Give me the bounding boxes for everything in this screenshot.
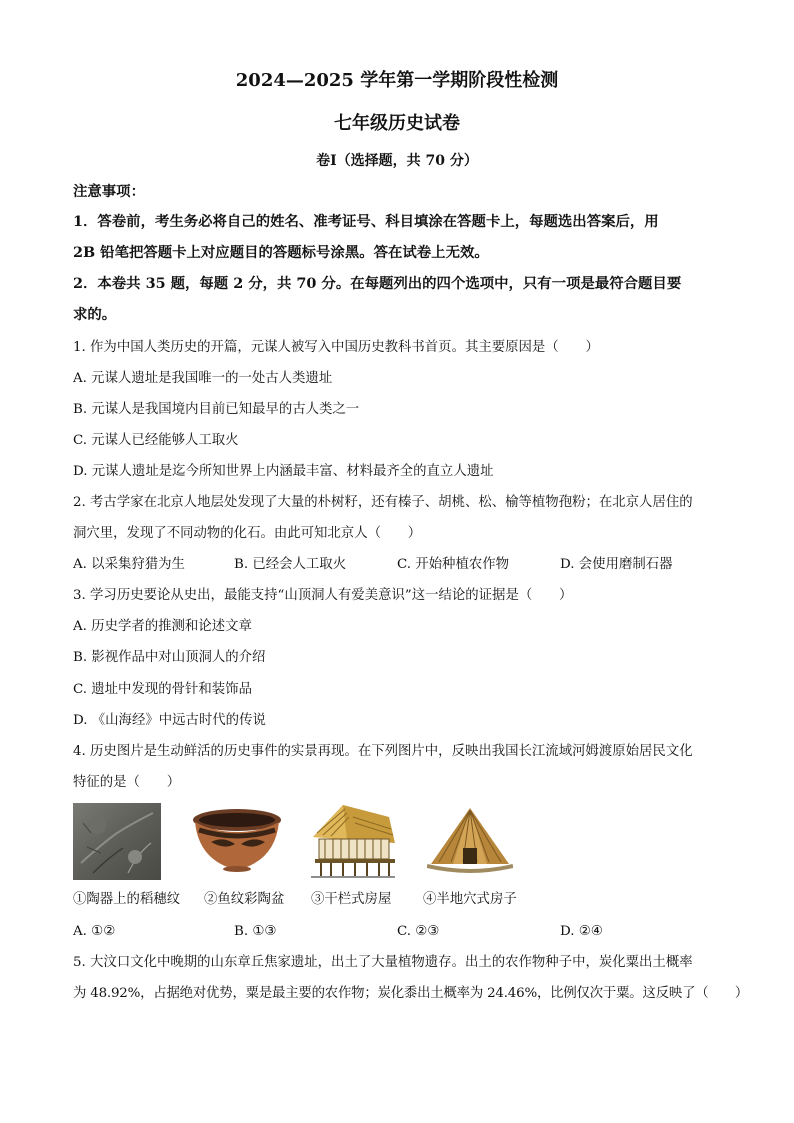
q3-option-d: D. 《山海经》中远古时代的传说 (73, 713, 266, 728)
q3-option-c: C. 遗址中发现的骨针和装饰品 (73, 682, 252, 697)
q2-stem-line-2: 洞穴里，发现了不同动物的化石。由此可知北京人（ ） (73, 526, 422, 541)
section-title: 卷Ⅰ（选择题，共 70 分） (316, 153, 478, 169)
note-1-line-2: 2B 铅笔把答题卡上对应题目的答题标号涂黑。答在试卷上无效。 (73, 244, 489, 261)
rice-pattern-pottery-image (73, 803, 161, 880)
note-1-line-1: 1．答卷前，考生务必将自己的姓名、准考证号、科目填涂在答题卡上，每题选出答案后，用 (73, 213, 659, 230)
q5-stem-line-1: 5. 大汶口文化中晚期的山东章丘焦家遗址，出土了大量植物遗存。出土的农作物种子中，炭化粟出土概率 (73, 955, 693, 970)
q2-option-d: D. 会使用磨制石器 (560, 557, 673, 572)
q4-caption-4: ④半地穴式房子 (423, 892, 517, 907)
q3-stem: 3. 学习历史要论从史出，最能支持“山顶洞人有爱美意识”这一结论的证据是（ ） (73, 588, 573, 603)
q4-stem-line-1: 4. 历史图片是生动鲜活的历史事件的实景再现。在下列图片中，反映出我国长江流域河姆渡原始居民文化 (73, 744, 693, 759)
note-2-line-2: 求的。 (73, 306, 117, 323)
note-2-line-1: 2．本卷共 35 题，每题 2 分，共 70 分。在每题列出的四个选项中，只有一项是最符合题目要 (73, 275, 682, 292)
q3-option-b: B. 影视作品中对山顶洞人的介绍 (73, 650, 266, 665)
q2-option-b: B. 已经会人工取火 (234, 557, 347, 572)
q3-option-a: A. 历史学者的推测和论述文章 (73, 619, 252, 634)
q4-stem-line-2: 特征的是（ ） (73, 775, 181, 790)
q1-option-b: B. 元谋人是我国境内目前已知最早的古人类之一 (73, 402, 360, 417)
q4-option-b: B. ①③ (234, 924, 277, 939)
q4-option-a: A. ①② (73, 924, 116, 939)
q5-stem-line-2: 为 48.92%，占据绝对优势，粟是最主要的农作物；炭化黍出土概率为 24.46%，比例仅次于粟。这反映了（ ） (73, 986, 749, 1001)
q4-option-d: D. ②④ (560, 924, 603, 939)
stilt-house-image (303, 803, 399, 880)
q4-option-c: C. ②③ (397, 924, 440, 939)
q4-caption-1: ①陶器上的稻穗纹 (73, 892, 181, 907)
exam-subtitle: 七年级历史试卷 (334, 113, 460, 134)
q2-stem-line-1: 2. 考古学家在北京人地层处发现了大量的朴树籽，还有榛子、胡桃、松、榆等植物孢粉；在北京人居住的 (73, 495, 693, 510)
q1-stem: 1. 作为中国人类历史的开篇，元谋人被写入中国历史教科书首页。其主要原因是（ ） (73, 340, 599, 355)
q2-option-a: A. 以采集狩猎为生 (73, 557, 185, 572)
q1-option-d: D. 元谋人遗址是迄今所知世界上内涵最丰富、材料最齐全的直立人遗址 (73, 464, 494, 479)
semi-subterranean-house-image (427, 806, 513, 876)
q1-option-a: A. 元谋人遗址是我国唯一的一处古人类遗址 (73, 371, 333, 386)
q4-caption-3: ③干栏式房屋 (311, 892, 392, 907)
q1-option-c: C. 元谋人已经能够人工取火 (73, 433, 239, 448)
notes-heading: 注意事项： (73, 183, 145, 200)
q4-caption-2: ②鱼纹彩陶盆 (204, 892, 285, 907)
q2-option-c: C. 开始种植农作物 (397, 557, 510, 572)
exam-title: 2024—2025 学年第一学期阶段性检测 (235, 70, 559, 91)
fish-pattern-painted-basin-image (191, 806, 283, 876)
